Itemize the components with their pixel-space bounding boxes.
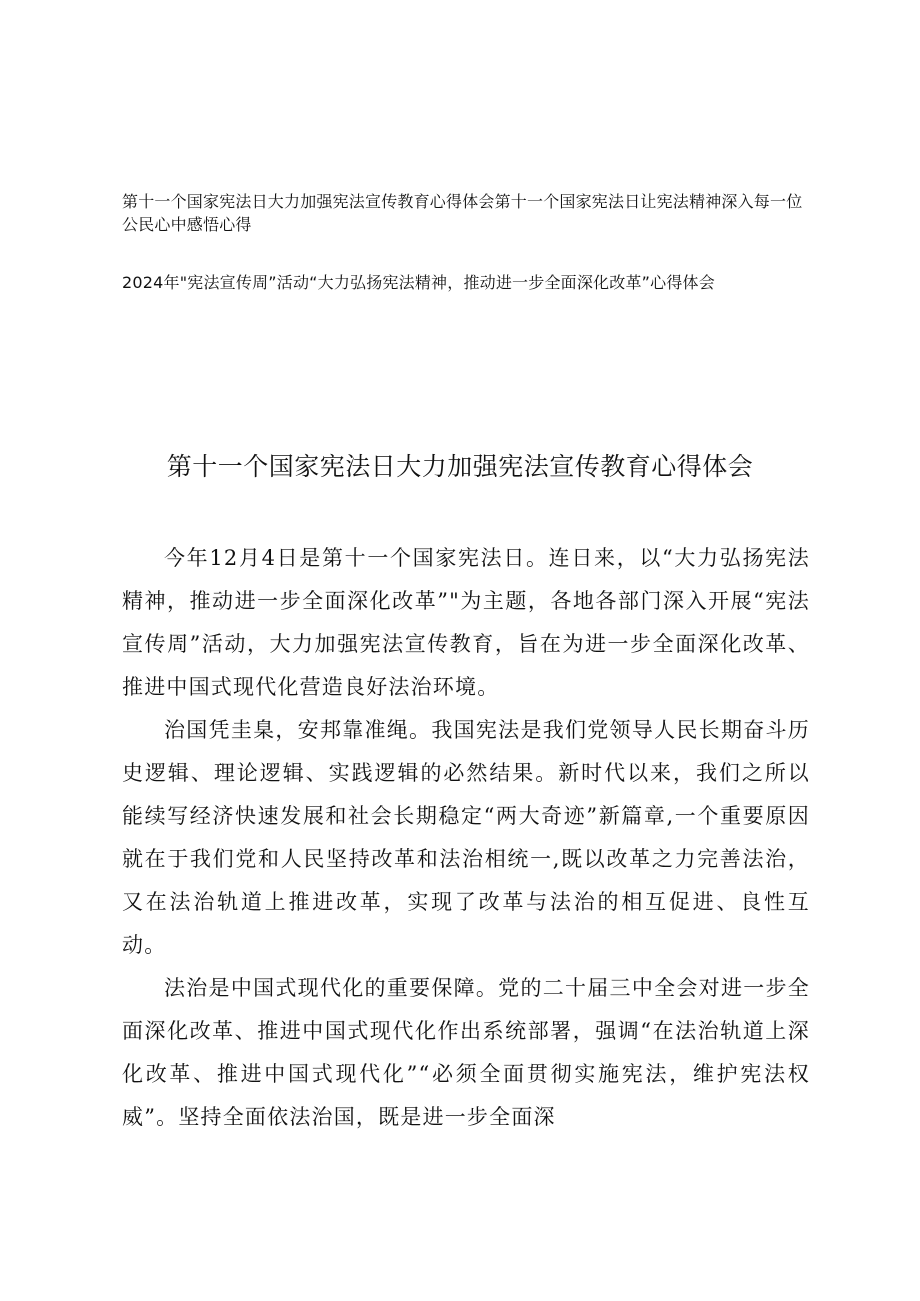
- paragraph: 今年12月4日是第十一个国家宪法日。连日来，以“大力弘扬宪法精神，推动进一步全面深化改革”"为主题，各地各部门深入开展“宪法宣传周”活动，大力加强宪法宣传教育，旨在为进一步全面深化改革、推进中国式现代化营造良好法治环境。: [122, 546, 810, 699]
- paragraph: 法治是中国式现代化的重要保障。党的二十届三中全会对进一步全面深化改革、推进中国式现代化作出系统部署，强调“在法治轨道上深化改革、推进中国式现代化”“必须全面贯彻实施宪法，维护宪法权威”。坚持全面依法治国，既是进一步全面深: [122, 976, 810, 1129]
- toc-item[interactable]: 2024年"宪法宣传周”活动“大力弘扬宪法精神，推动进一步全面深化改革”心得体会: [122, 273, 715, 292]
- paragraph: 治国凭圭臬，安邦靠准绳。我国宪法是我们党领导人民长期奋斗历史逻辑、理论逻辑、实践逻辑的必然结果。新时代以来，我们之所以能续写经济快速发展和社会长期稳定“两大奇迹”新篇章,一个重要原因就在于我们党和人民坚持改革和法治相统一,既以改革之力完善法治，又在法治轨道上推进改革，实现了改革与法治的相互促进、良性互动。: [122, 718, 810, 957]
- article-body: [122, 537, 810, 1139]
- article-title: 第十一个国家宪法日大力加强宪法宣传教育心得体会: [166, 452, 754, 481]
- toc-item[interactable]: 第十一个国家宪法日大力加强宪法宣传教育心得体会第十一个国家宪法日让宪法精神深入每一位公民心中感悟心得: [122, 192, 803, 234]
- table-of-contents: [122, 190, 812, 312]
